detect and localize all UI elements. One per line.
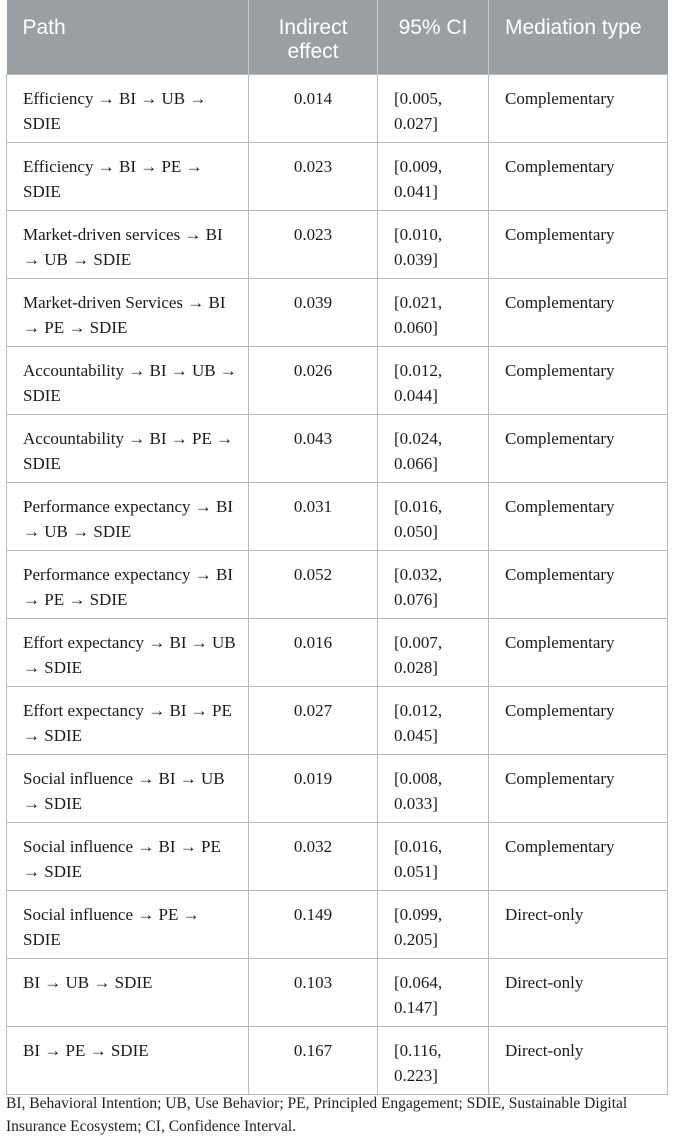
cell-path: Effort expectancy → BI → UB → SDIE xyxy=(7,618,249,686)
table-row xyxy=(7,958,668,1026)
cell-indirect-effect: 0.027 xyxy=(249,686,378,754)
cell-mediation-type: Complementary xyxy=(489,686,668,754)
cell-indirect-effect: 0.103 xyxy=(249,958,378,1026)
cell-ci: [0.010, 0.039] xyxy=(378,210,489,278)
cell-mediation-type: Complementary xyxy=(489,550,668,618)
table-row xyxy=(7,822,668,890)
cell-indirect-effect: 0.149 xyxy=(249,890,378,958)
cell-indirect-effect: 0.031 xyxy=(249,482,378,550)
cell-path: Efficiency → BI → PE → SDIE xyxy=(7,142,249,210)
cell-ci: [0.012, 0.044] xyxy=(378,346,489,414)
table-row xyxy=(7,414,668,482)
cell-indirect-effect: 0.039 xyxy=(249,278,378,346)
cell-ci: [0.016, 0.051] xyxy=(378,822,489,890)
cell-path: Efficiency → BI → UB → SDIE xyxy=(7,74,249,142)
cell-path: Social influence → PE → SDIE xyxy=(7,890,249,958)
cell-indirect-effect: 0.052 xyxy=(249,550,378,618)
mediation-table-container xyxy=(6,0,667,1095)
mediation-table xyxy=(6,0,668,1095)
cell-path: Social influence → BI → PE → SDIE xyxy=(7,822,249,890)
table-row xyxy=(7,550,668,618)
cell-mediation-type: Complementary xyxy=(489,142,668,210)
cell-ci: [0.005, 0.027] xyxy=(378,74,489,142)
cell-mediation-type: Direct-only xyxy=(489,958,668,1026)
table-body xyxy=(7,74,668,1094)
cell-indirect-effect: 0.019 xyxy=(249,754,378,822)
cell-ci: [0.032, 0.076] xyxy=(378,550,489,618)
table-row xyxy=(7,346,668,414)
cell-path: Social influence → BI → UB → SDIE xyxy=(7,754,249,822)
cell-ci: [0.007, 0.028] xyxy=(378,618,489,686)
cell-path: Market-driven Services → BI → PE → SDIE xyxy=(7,278,249,346)
table-footnote: BI, Behavioral Intention; UB, Use Behavior; PE, Principled Engagement; SDIE, Sustainable Digital Insurance Ecosystem; CI, Confidence Interval. xyxy=(6,1095,628,1135)
cell-indirect-effect: 0.026 xyxy=(249,346,378,414)
cell-path: Performance expectancy → BI → UB → SDIE xyxy=(7,482,249,550)
header-indirect-effect: Indirect effect xyxy=(249,0,378,74)
cell-ci: [0.016, 0.050] xyxy=(378,482,489,550)
cell-mediation-type: Complementary xyxy=(489,822,668,890)
cell-indirect-effect: 0.032 xyxy=(249,822,378,890)
cell-mediation-type: Complementary xyxy=(489,618,668,686)
cell-mediation-type: Direct-only xyxy=(489,890,668,958)
cell-indirect-effect: 0.014 xyxy=(249,74,378,142)
cell-ci: [0.021, 0.060] xyxy=(378,278,489,346)
table-row xyxy=(7,278,668,346)
table-row xyxy=(7,142,668,210)
cell-mediation-type: Complementary xyxy=(489,346,668,414)
table-header xyxy=(7,0,668,74)
cell-path: Accountability → BI → PE → SDIE xyxy=(7,414,249,482)
cell-mediation-type: Complementary xyxy=(489,754,668,822)
header-path: Path xyxy=(7,0,249,74)
cell-indirect-effect: 0.023 xyxy=(249,210,378,278)
cell-ci: [0.008, 0.033] xyxy=(378,754,489,822)
header-ci: 95% CI xyxy=(378,0,489,74)
cell-path: Performance expectancy → BI → PE → SDIE xyxy=(7,550,249,618)
cell-indirect-effect: 0.016 xyxy=(249,618,378,686)
header-mediation-type: Mediation type xyxy=(489,0,668,74)
table-row xyxy=(7,890,668,958)
cell-mediation-type: Complementary xyxy=(489,278,668,346)
cell-mediation-type: Complementary xyxy=(489,482,668,550)
table-row xyxy=(7,754,668,822)
cell-ci: [0.064, 0.147] xyxy=(378,958,489,1026)
cell-ci: [0.099, 0.205] xyxy=(378,890,489,958)
header-row xyxy=(7,0,668,74)
cell-path: BI → PE → SDIE xyxy=(7,1026,249,1094)
cell-path: Accountability → BI → UB → SDIE xyxy=(7,346,249,414)
cell-mediation-type: Complementary xyxy=(489,210,668,278)
cell-mediation-type: Direct-only xyxy=(489,1026,668,1094)
cell-path: Effort expectancy → BI → PE → SDIE xyxy=(7,686,249,754)
cell-mediation-type: Complementary xyxy=(489,414,668,482)
table-row xyxy=(7,74,668,142)
table-row xyxy=(7,1026,668,1094)
cell-indirect-effect: 0.167 xyxy=(249,1026,378,1094)
cell-ci: [0.024, 0.066] xyxy=(378,414,489,482)
table-row xyxy=(7,210,668,278)
cell-ci: [0.116, 0.223] xyxy=(378,1026,489,1094)
table-row xyxy=(7,686,668,754)
cell-ci: [0.012, 0.045] xyxy=(378,686,489,754)
cell-indirect-effect: 0.043 xyxy=(249,414,378,482)
cell-path: BI → UB → SDIE xyxy=(7,958,249,1026)
table-row xyxy=(7,618,668,686)
cell-mediation-type: Complementary xyxy=(489,74,668,142)
table-row xyxy=(7,482,668,550)
cell-indirect-effect: 0.023 xyxy=(249,142,378,210)
cell-path: Market-driven services → BI → UB → SDIE xyxy=(7,210,249,278)
cell-ci: [0.009, 0.041] xyxy=(378,142,489,210)
